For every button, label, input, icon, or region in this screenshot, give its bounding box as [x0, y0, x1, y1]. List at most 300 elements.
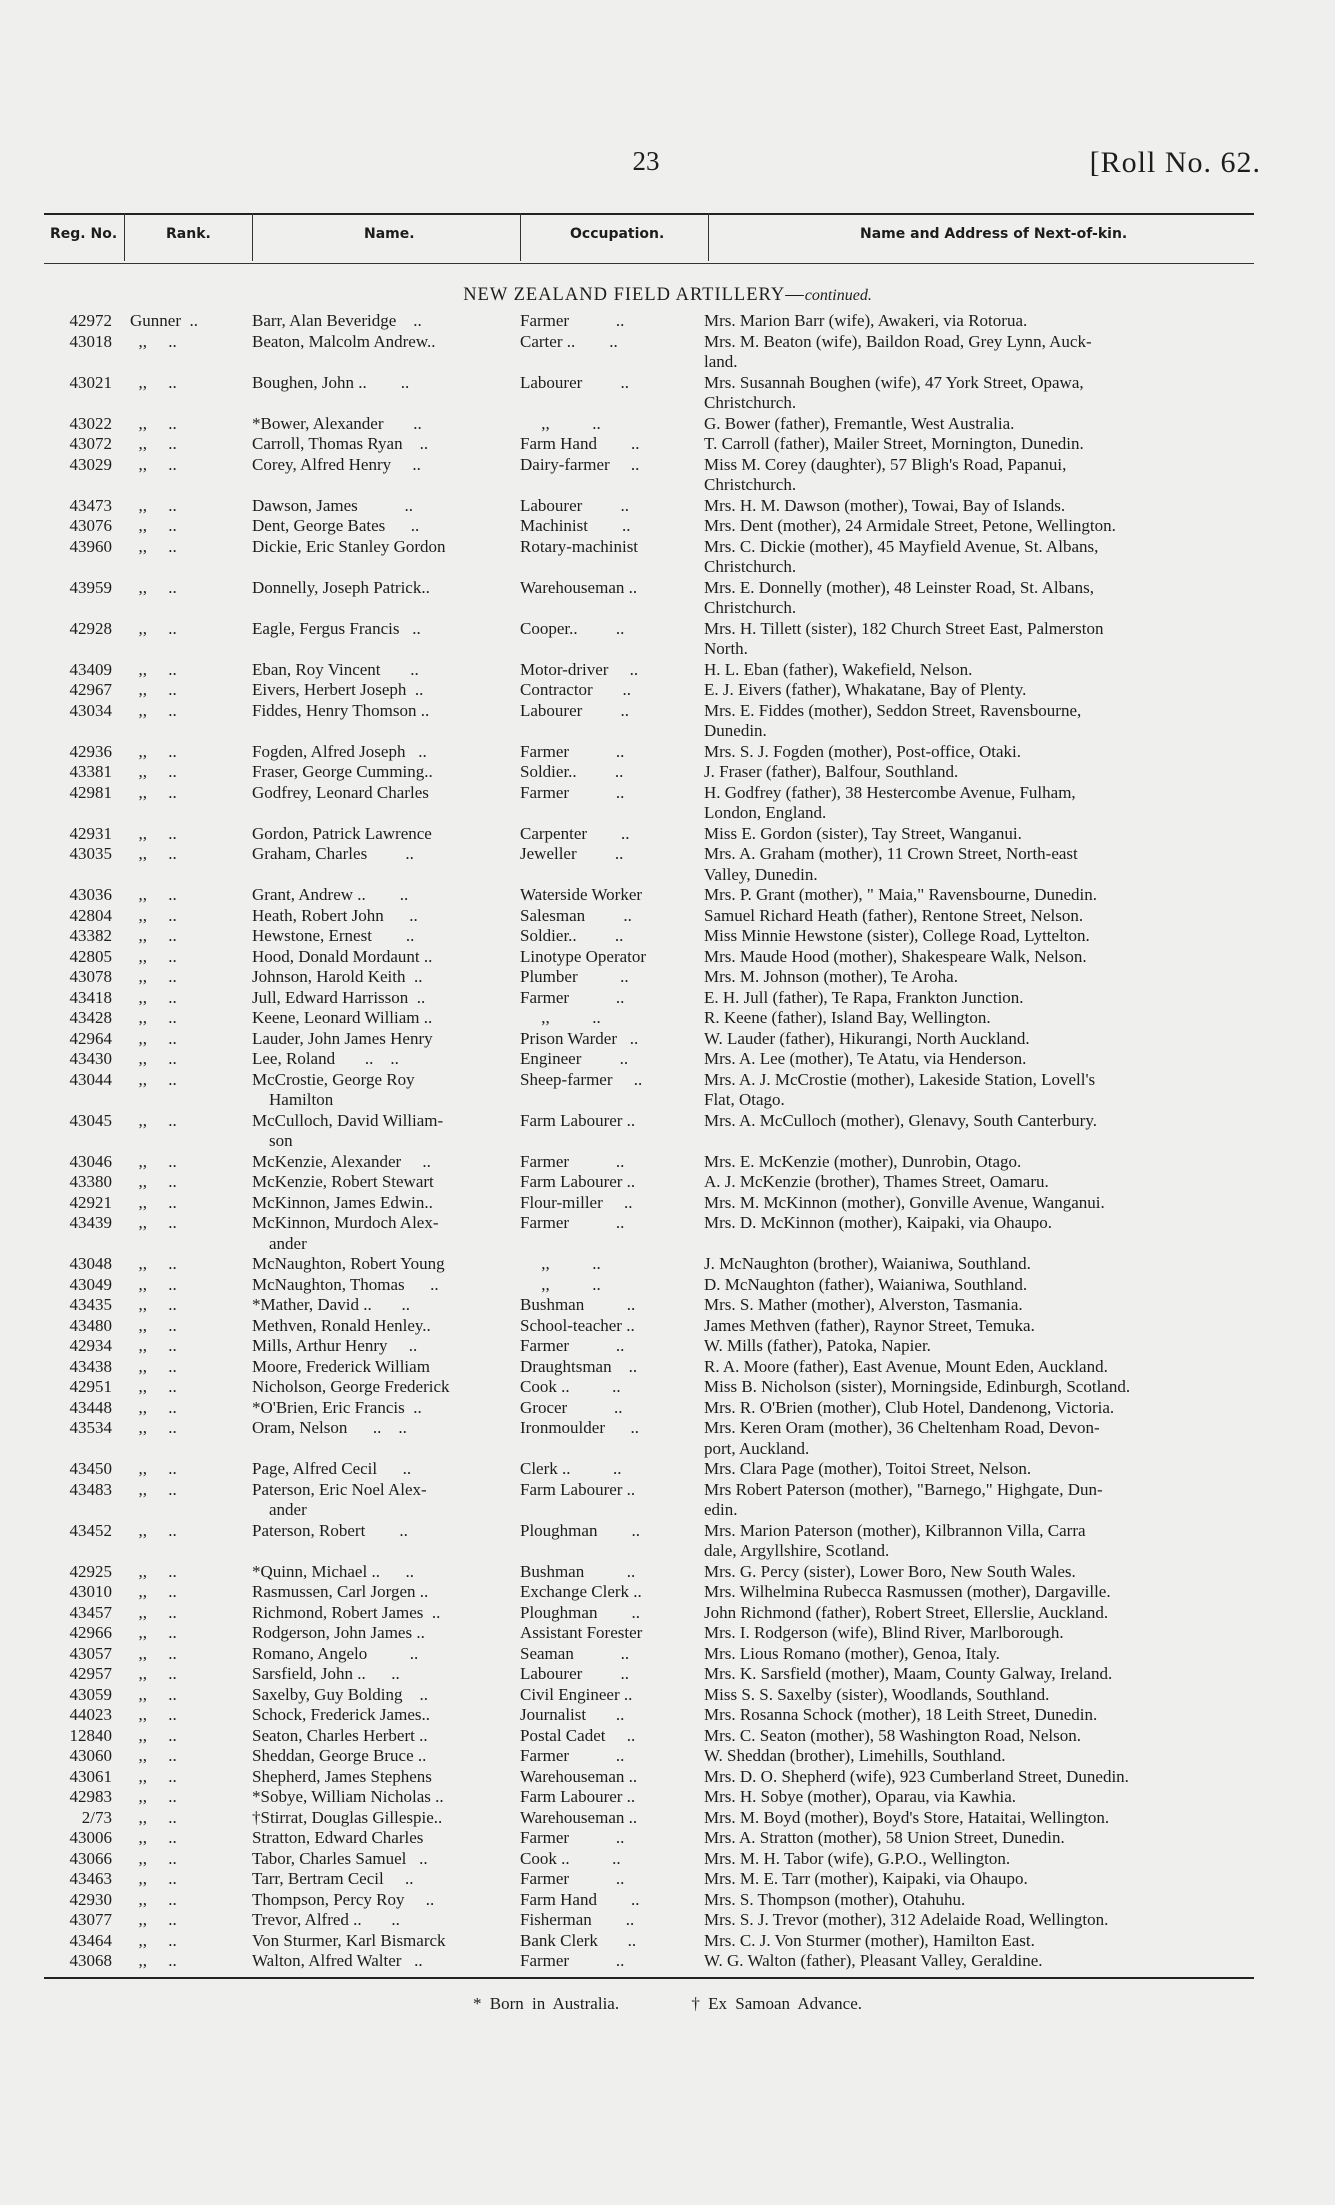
cell-name: Fiddes, Henry Thomson .. — [252, 700, 430, 720]
col-divider-reg — [124, 213, 125, 261]
cell-rank: ,, .. — [130, 1869, 177, 1888]
cell-rank: ,, .. — [130, 1520, 177, 1540]
cell-rank: ,, .. — [130, 1172, 177, 1191]
cell-next-of-kin: Mrs. M. H. Tabor (wife), G.P.O., Wellington. — [704, 1848, 1011, 1868]
cell-name: McCulloch, David William- son — [252, 1110, 444, 1150]
cell-reg-no: 42972 — [69, 311, 112, 330]
cell-next-of-kin: Miss S. S. Saxelby (sister), Woodlands, Southland. — [704, 1684, 1050, 1704]
cell-reg-no: 42981 — [69, 782, 112, 802]
cell-rank: ,, .. — [130, 618, 177, 638]
cell-reg-no: 43457 — [69, 1602, 112, 1622]
cell-reg-no: 43006 — [69, 1828, 112, 1847]
header-kin: Name and Address of Next-of-kin. — [860, 226, 1128, 242]
footnote-samoan: † Ex Samoan Advance. — [691, 1994, 862, 2013]
cell-name: McKinnon, Murdoch Alex- ander — [252, 1213, 439, 1253]
table-row — [0, 1357, 1335, 1378]
cell-name: Lauder, John James Henry — [252, 1028, 433, 1048]
cell-reg-no: 42921 — [69, 1192, 112, 1212]
cell-name: McKinnon, James Edwin.. — [252, 1192, 433, 1212]
col-divider-rank — [252, 213, 253, 261]
cell-occupation: Postal Cadet .. — [520, 1725, 636, 1745]
cell-occupation: Farm Labourer .. — [520, 1479, 636, 1499]
cell-reg-no: 42983 — [69, 1787, 112, 1806]
cell-rank: ,, .. — [130, 1746, 177, 1765]
cell-rank: ,, .. — [130, 1623, 177, 1642]
cell-next-of-kin: Mrs. Marion Paterson (mother), Kilbrannon Villa, Carra dale, Argyllshire, Scotland. — [704, 1520, 1086, 1560]
table-row — [0, 1951, 1335, 1972]
cell-occupation: Warehouseman .. — [520, 1766, 638, 1786]
cell-name: Seaton, Charles Herbert .. — [252, 1725, 428, 1745]
table-row — [0, 1193, 1335, 1214]
cell-reg-no: 43044 — [69, 1069, 112, 1089]
cell-reg-no: 43382 — [69, 926, 112, 945]
table-row — [0, 1562, 1335, 1583]
table-row — [0, 1828, 1335, 1849]
cell-rank: ,, .. — [130, 1028, 177, 1048]
cell-name: McKenzie, Alexander .. — [252, 1151, 431, 1171]
cell-occupation: Farmer .. — [520, 987, 625, 1007]
table-row — [0, 496, 1335, 517]
cell-reg-no: 42957 — [69, 1664, 112, 1683]
cell-next-of-kin: John Richmond (father), Robert Street, Ellerslie, Auckland. — [704, 1602, 1109, 1622]
cell-name: Hood, Donald Mordaunt .. — [252, 946, 433, 966]
section-title-main: NEW ZEALAND FIELD ARTILLERY— — [463, 285, 805, 305]
table-row — [0, 947, 1335, 968]
roll-table-body — [0, 311, 1335, 1972]
cell-occupation: Ploughman .. — [520, 1520, 640, 1540]
cell-reg-no: 42951 — [69, 1377, 112, 1396]
cell-occupation: ,, .. — [520, 1254, 601, 1273]
cell-reg-no: 43057 — [69, 1643, 112, 1663]
cell-occupation: Farmer .. — [520, 1828, 625, 1847]
cell-rank: ,, .. — [130, 1213, 177, 1232]
cell-name: Fogden, Alfred Joseph .. — [252, 741, 427, 761]
cell-rank: ,, .. — [130, 1766, 177, 1786]
cell-occupation: Dairy-farmer .. — [520, 454, 640, 474]
cell-name: Moore, Frederick William — [252, 1356, 430, 1376]
table-row — [0, 1931, 1335, 1952]
cell-name: *Quinn, Michael .. .. — [252, 1561, 414, 1581]
cell-next-of-kin: Mrs. A. Stratton (mother), 58 Union Street, Dunedin. — [704, 1828, 1065, 1847]
cell-occupation: Labourer .. — [520, 700, 630, 720]
cell-name: Carroll, Thomas Ryan .. — [252, 434, 429, 453]
cell-occupation: Labourer .. — [520, 372, 630, 392]
cell-name: Stratton, Edward Charles — [252, 1828, 424, 1847]
cell-rank: ,, .. — [130, 1377, 177, 1396]
cell-next-of-kin: Mrs. C. Dickie (mother), 45 Mayfield Avenue, St. Albans, Christchurch. — [704, 536, 1099, 576]
cell-name: Donnelly, Joseph Patrick.. — [252, 577, 430, 597]
table-row — [0, 1049, 1335, 1070]
cell-name: Romano, Angelo .. — [252, 1643, 419, 1663]
cell-next-of-kin: E. J. Eivers (father), Whakatane, Bay of Plenty. — [704, 680, 1027, 699]
cell-rank: ,, .. — [130, 1418, 177, 1437]
cell-next-of-kin: Mrs. Maude Hood (mother), Shakespeare Walk, Nelson. — [704, 946, 1087, 966]
cell-rank: ,, .. — [130, 823, 177, 843]
cell-name: Barr, Alan Beveridge .. — [252, 311, 422, 330]
cell-rank: ,, .. — [130, 1561, 177, 1581]
cell-name: Nicholson, George Frederick — [252, 1377, 450, 1396]
cell-occupation: ,, .. — [520, 1008, 601, 1027]
cell-next-of-kin: H. Godfrey (father), 38 Hestercombe Avenue, Fulham, London, England. — [704, 782, 1076, 822]
cell-next-of-kin: James Methven (father), Raynor Street, Temuka. — [704, 1315, 1035, 1335]
cell-name: Jull, Edward Harrisson .. — [252, 987, 426, 1007]
cell-reg-no: 43010 — [69, 1582, 112, 1601]
cell-reg-no: 43048 — [69, 1254, 112, 1273]
table-row — [0, 742, 1335, 763]
table-row — [0, 906, 1335, 927]
cell-name: Hewstone, Ernest .. — [252, 926, 415, 945]
cell-next-of-kin: Mrs. K. Sarsfield (mother), Maam, County Galway, Ireland. — [704, 1664, 1113, 1683]
table-row — [0, 1623, 1335, 1644]
cell-reg-no: 43464 — [69, 1930, 112, 1950]
table-row — [0, 1890, 1335, 1911]
cell-name: Oram, Nelson .. .. — [252, 1418, 407, 1437]
cell-reg-no: 43381 — [69, 762, 112, 781]
table-row — [0, 1787, 1335, 1808]
cell-name: McCrostie, George Roy Hamilton — [252, 1069, 415, 1109]
header-reg: Reg. No. — [50, 226, 118, 242]
cell-occupation: Assistant Forester — [520, 1623, 643, 1642]
cell-next-of-kin: Mrs. H. Sobye (mother), Oparau, via Kawhia. — [704, 1787, 1017, 1806]
cell-next-of-kin: Mrs. E. Donnelly (mother), 48 Leinster Road, St. Albans, Christchurch. — [704, 577, 1095, 617]
table-row — [0, 1336, 1335, 1357]
cell-reg-no: 42931 — [69, 823, 112, 843]
table-row — [0, 578, 1335, 619]
cell-rank: ,, .. — [130, 1008, 177, 1027]
cell-occupation: Farmer .. — [520, 782, 625, 802]
cell-reg-no: 43022 — [69, 413, 112, 433]
header-occupation: Occupation. — [570, 226, 665, 242]
cell-name: Dawson, James .. — [252, 495, 414, 515]
cell-rank: ,, .. — [130, 434, 177, 453]
cell-reg-no: 43045 — [69, 1110, 112, 1130]
table-row — [0, 1746, 1335, 1767]
cell-next-of-kin: Mrs. E. Fiddes (mother), Seddon Street, Ravensbourne, Dunedin. — [704, 700, 1082, 740]
table-row — [0, 1008, 1335, 1029]
cell-reg-no: 43046 — [69, 1151, 112, 1171]
cell-reg-no: 43452 — [69, 1520, 112, 1540]
table-row — [0, 844, 1335, 885]
cell-next-of-kin: Mrs. Wilhelmina Rubecca Rasmussen (mother), Dargaville. — [704, 1582, 1111, 1601]
cell-next-of-kin: Mrs. M. McKinnon (mother), Gonville Avenue, Wanganui. — [704, 1192, 1105, 1212]
cell-next-of-kin: Mrs. C. J. Von Sturmer (mother), Hamilton East. — [704, 1930, 1035, 1950]
cell-occupation: Exchange Clerk .. — [520, 1582, 642, 1601]
cell-rank: ,, .. — [130, 885, 177, 904]
cell-next-of-kin: R. A. Moore (father), East Avenue, Mount Eden, Auckland. — [704, 1356, 1108, 1376]
cell-reg-no: 2/73 — [81, 1807, 112, 1827]
cell-rank: ,, .. — [130, 1151, 177, 1171]
cell-reg-no: 43035 — [69, 844, 112, 863]
cell-rank: ,, .. — [130, 577, 177, 597]
cell-next-of-kin: H. L. Eban (father), Wakefield, Nelson. — [704, 659, 973, 679]
cell-next-of-kin: Mrs. Clara Page (mother), Toitoi Street, Nelson. — [704, 1459, 1032, 1478]
cell-rank: ,, .. — [130, 1397, 177, 1417]
cell-rank: ,, .. — [130, 1705, 177, 1724]
cell-next-of-kin: Mrs. M. E. Tarr (mother), Kaipaki, via Ohaupo. — [704, 1869, 1028, 1888]
cell-next-of-kin: Samuel Richard Heath (father), Rentone Street, Nelson. — [704, 905, 1084, 925]
cell-next-of-kin: Mrs. S. J. Fogden (mother), Post-office, Otaki. — [704, 741, 1021, 761]
table-row — [0, 1316, 1335, 1337]
cell-next-of-kin: Mrs Robert Paterson (mother), "Barnego," Highgate, Dun- edin. — [704, 1479, 1103, 1519]
cell-rank: ,, .. — [130, 1807, 177, 1827]
page-number: 23 — [632, 146, 660, 176]
table-row — [0, 762, 1335, 783]
cell-next-of-kin: R. Keene (father), Island Bay, Wellington. — [704, 1008, 991, 1027]
cell-rank: ,, .. — [130, 413, 177, 433]
cell-rank: ,, .. — [130, 680, 177, 699]
cell-occupation: Farmer .. — [520, 1151, 625, 1171]
cell-occupation: Farmer .. — [520, 311, 625, 330]
cell-rank: ,, .. — [130, 1336, 177, 1355]
cell-name: Eivers, Herbert Joseph .. — [252, 680, 424, 699]
cell-name: †Stirrat, Douglas Gillespie.. — [252, 1807, 443, 1827]
cell-reg-no: 43483 — [69, 1479, 112, 1499]
cell-reg-no: 43409 — [69, 659, 112, 679]
cell-occupation: Soldier.. .. — [520, 926, 624, 945]
cell-reg-no: 43061 — [69, 1766, 112, 1786]
cell-reg-no: 42925 — [69, 1561, 112, 1581]
cell-rank: ,, .. — [130, 1069, 177, 1089]
cell-reg-no: 43473 — [69, 495, 112, 515]
cell-next-of-kin: Miss M. Corey (daughter), 57 Bligh's Road, Papanui, Christchurch. — [704, 454, 1067, 494]
table-row — [0, 1398, 1335, 1419]
cell-next-of-kin: Mrs. C. Seaton (mother), 58 Washington Road, Nelson. — [704, 1725, 1082, 1745]
cell-reg-no: 43068 — [69, 1951, 112, 1970]
cell-occupation: Motor-driver .. — [520, 659, 639, 679]
table-row — [0, 1459, 1335, 1480]
cell-reg-no: 43029 — [69, 454, 112, 474]
cell-next-of-kin: Mrs. E. McKenzie (mother), Dunrobin, Otago. — [704, 1151, 1022, 1171]
cell-occupation: Carpenter .. — [520, 823, 630, 843]
header-name: Name. — [364, 226, 415, 242]
table-row — [0, 373, 1335, 414]
cell-occupation: Contractor .. — [520, 680, 631, 699]
cell-occupation: ,, .. — [520, 413, 601, 433]
cell-rank: ,, .. — [130, 762, 177, 781]
table-row — [0, 1808, 1335, 1829]
cell-reg-no: 43430 — [69, 1049, 112, 1068]
table-row — [0, 660, 1335, 681]
cell-reg-no: 43076 — [69, 516, 112, 535]
cell-occupation: ,, .. — [520, 1274, 601, 1294]
cell-next-of-kin: Mrs. A. Lee (mother), Te Atatu, via Henderson. — [704, 1049, 1027, 1068]
cell-name: *Mather, David .. .. — [252, 1295, 410, 1314]
cell-next-of-kin: Miss Minnie Hewstone (sister), College Road, Lyttelton. — [704, 926, 1090, 945]
cell-rank: ,, .. — [130, 1664, 177, 1683]
table-row — [0, 701, 1335, 742]
cell-name: Sarsfield, John .. .. — [252, 1664, 400, 1683]
table-row — [0, 1726, 1335, 1747]
cell-occupation: Engineer .. — [520, 1049, 629, 1068]
cell-reg-no: 43428 — [69, 1008, 112, 1027]
header-rule — [44, 263, 1254, 264]
cell-name: Paterson, Robert .. — [252, 1520, 408, 1540]
cell-name: Paterson, Eric Noel Alex- ander — [252, 1479, 427, 1519]
cell-name: Sheddan, George Bruce .. — [252, 1746, 427, 1765]
cell-name: Keene, Leonard William .. — [252, 1008, 433, 1027]
cell-reg-no: 42804 — [69, 905, 112, 925]
cell-occupation: Grocer .. — [520, 1397, 623, 1417]
cell-reg-no: 42805 — [69, 946, 112, 966]
cell-occupation: Labourer .. — [520, 1664, 630, 1683]
cell-next-of-kin: Mrs. G. Percy (sister), Lower Boro, New South Wales. — [704, 1561, 1076, 1581]
cell-name: Methven, Ronald Henley.. — [252, 1315, 431, 1335]
table-row — [0, 1172, 1335, 1193]
section-title — [0, 285, 1335, 306]
table-row — [0, 988, 1335, 1009]
cell-reg-no: 43036 — [69, 885, 112, 904]
table-row — [0, 1869, 1335, 1890]
cell-reg-no: 43072 — [69, 434, 112, 453]
cell-reg-no: 43534 — [69, 1418, 112, 1437]
cell-next-of-kin: Mrs. S. J. Trevor (mother), 312 Adelaide Road, Wellington. — [704, 1910, 1109, 1929]
cell-next-of-kin: Mrs. Rosanna Schock (mother), 18 Leith Street, Dunedin. — [704, 1705, 1098, 1724]
cell-occupation: Ironmoulder .. — [520, 1418, 639, 1437]
cell-reg-no: 42930 — [69, 1889, 112, 1909]
table-row — [0, 537, 1335, 578]
cell-reg-no: 42966 — [69, 1623, 112, 1642]
cell-reg-no: 43960 — [69, 536, 112, 556]
cell-occupation: Farmer .. — [520, 1951, 625, 1970]
cell-name: Shepherd, James Stephens — [252, 1766, 432, 1786]
cell-occupation: Farmer .. — [520, 741, 625, 761]
table-row — [0, 1521, 1335, 1562]
cell-occupation: Farmer .. — [520, 1336, 625, 1355]
cell-rank: ,, .. — [130, 844, 177, 863]
table-row — [0, 1275, 1335, 1296]
cell-next-of-kin: Mrs. Dent (mother), 24 Armidale Street, Petone, Wellington. — [704, 516, 1116, 535]
cell-rank: ,, .. — [130, 1848, 177, 1868]
cell-name: Fraser, George Cumming.. — [252, 762, 433, 781]
cell-next-of-kin: Miss E. Gordon (sister), Tay Street, Wanganui. — [704, 823, 1022, 843]
cell-next-of-kin: Mrs. P. Grant (mother), " Maia," Ravensbourne, Dunedin. — [704, 885, 1098, 904]
cell-name: Rasmussen, Carl Jorgen .. — [252, 1582, 429, 1601]
cell-reg-no: 43450 — [69, 1459, 112, 1478]
col-divider-occ — [708, 213, 709, 261]
cell-name: Page, Alfred Cecil .. — [252, 1459, 412, 1478]
cell-rank: ,, .. — [130, 905, 177, 925]
cell-name: Tabor, Charles Samuel .. — [252, 1848, 428, 1868]
cell-next-of-kin: Mrs. R. O'Brien (mother), Club Hotel, Dandenong, Victoria. — [704, 1397, 1115, 1417]
table-row — [0, 1685, 1335, 1706]
cell-rank: ,, .. — [130, 1951, 177, 1970]
cell-rank: ,, .. — [130, 659, 177, 679]
cell-next-of-kin: Mrs. I. Rodgerson (wife), Blind River, Marlborough. — [704, 1623, 1064, 1642]
cell-name: Schock, Frederick James.. — [252, 1705, 430, 1724]
cell-occupation: Bank Clerk .. — [520, 1930, 637, 1950]
cell-reg-no: 43077 — [69, 1910, 112, 1929]
cell-rank: ,, .. — [130, 372, 177, 392]
cell-occupation: Fisherman .. — [520, 1910, 635, 1929]
cell-rank: ,, .. — [130, 1684, 177, 1704]
table-row — [0, 1418, 1335, 1459]
cell-reg-no: 12840 — [69, 1725, 112, 1745]
cell-occupation: School-teacher .. — [520, 1315, 635, 1335]
cell-reg-no: 43463 — [69, 1869, 112, 1888]
cell-rank: ,, .. — [130, 1930, 177, 1950]
cell-occupation: Journalist .. — [520, 1705, 625, 1724]
cell-occupation: Farm Labourer .. — [520, 1787, 636, 1806]
cell-reg-no: 42928 — [69, 618, 112, 638]
table-row — [0, 311, 1335, 332]
cell-reg-no: 43060 — [69, 1746, 112, 1765]
cell-occupation: Farmer .. — [520, 1746, 625, 1765]
cell-occupation: Bushman .. — [520, 1295, 636, 1314]
cell-rank: ,, .. — [130, 331, 177, 351]
cell-occupation: Warehouseman .. — [520, 577, 638, 597]
cell-next-of-kin: D. McNaughton (father), Waianiwa, Southland. — [704, 1274, 1028, 1294]
cell-occupation: Draughtsman .. — [520, 1356, 638, 1376]
cell-name: Beaton, Malcolm Andrew.. — [252, 331, 436, 351]
cell-rank: ,, .. — [130, 1479, 177, 1499]
table-row — [0, 1295, 1335, 1316]
cell-occupation: Waterside Worker — [520, 885, 643, 904]
table-row — [0, 1910, 1335, 1931]
cell-rank: ,, .. — [130, 1274, 177, 1294]
cell-occupation: Farm Hand .. — [520, 1889, 640, 1909]
table-row — [0, 1603, 1335, 1624]
table-row — [0, 1070, 1335, 1111]
cell-reg-no: 43059 — [69, 1684, 112, 1704]
cell-name: *Sobye, William Nicholas .. — [252, 1787, 444, 1806]
cell-occupation: Cooper.. .. — [520, 618, 625, 638]
cell-occupation: Rotary-machinist — [520, 536, 639, 556]
cell-next-of-kin: W. Sheddan (brother), Limehills, Southland. — [704, 1746, 1006, 1765]
cell-reg-no: 43066 — [69, 1848, 112, 1868]
cell-next-of-kin: Mrs. D. O. Shepherd (wife), 923 Cumberland Street, Dunedin. — [704, 1766, 1129, 1786]
cell-rank: ,, .. — [130, 1828, 177, 1847]
cell-occupation: Ploughman .. — [520, 1602, 640, 1622]
cell-name: Richmond, Robert James .. — [252, 1602, 441, 1622]
table-row — [0, 1664, 1335, 1685]
header-rank: Rank. — [166, 226, 211, 242]
cell-name: Grant, Andrew .. .. — [252, 885, 409, 904]
cell-reg-no: 42936 — [69, 741, 112, 761]
cell-reg-no: 43418 — [69, 987, 112, 1007]
cell-occupation: Machinist .. — [520, 516, 631, 535]
cell-rank: ,, .. — [130, 700, 177, 720]
cell-occupation: Farm Labourer .. — [520, 1172, 636, 1191]
table-row — [0, 1254, 1335, 1275]
table-row — [0, 1767, 1335, 1788]
cell-occupation: Cook .. .. — [520, 1848, 621, 1868]
cell-occupation: Clerk .. .. — [520, 1459, 622, 1478]
cell-name: Gordon, Patrick Lawrence — [252, 823, 432, 843]
cell-rank: ,, .. — [130, 516, 177, 535]
cell-next-of-kin: Mrs. S. Mather (mother), Alverston, Tasmania. — [704, 1295, 1023, 1314]
cell-rank: ,, .. — [130, 1910, 177, 1929]
cell-name: Johnson, Harold Keith .. — [252, 967, 423, 986]
cell-name: McNaughton, Thomas .. — [252, 1274, 439, 1294]
cell-rank: ,, .. — [130, 1787, 177, 1806]
cell-name: Lee, Roland .. .. — [252, 1049, 399, 1068]
cell-occupation: Labourer .. — [520, 495, 630, 515]
cell-name: Corey, Alfred Henry .. — [252, 454, 421, 474]
cell-rank: ,, .. — [130, 987, 177, 1007]
cell-name: Rodgerson, John James .. — [252, 1623, 425, 1642]
table-row — [0, 1644, 1335, 1665]
cell-reg-no: 44023 — [69, 1705, 112, 1724]
cell-rank: ,, .. — [130, 1582, 177, 1601]
roll-label: [Roll No. 62. — [1089, 146, 1261, 179]
cell-next-of-kin: Mrs. D. McKinnon (mother), Kaipaki, via Ohaupo. — [704, 1213, 1052, 1232]
cell-next-of-kin: Mrs. H. M. Dawson (mother), Towai, Bay of Islands. — [704, 495, 1066, 515]
cell-occupation: Bushman .. — [520, 1561, 636, 1581]
cell-next-of-kin: G. Bower (father), Fremantle, West Australia. — [704, 413, 1015, 433]
table-row — [0, 455, 1335, 496]
cell-next-of-kin: Mrs. A. J. McCrostie (mother), Lakeside Station, Lovell's Flat, Otago. — [704, 1069, 1096, 1109]
cell-name: Boughen, John .. .. — [252, 372, 410, 392]
